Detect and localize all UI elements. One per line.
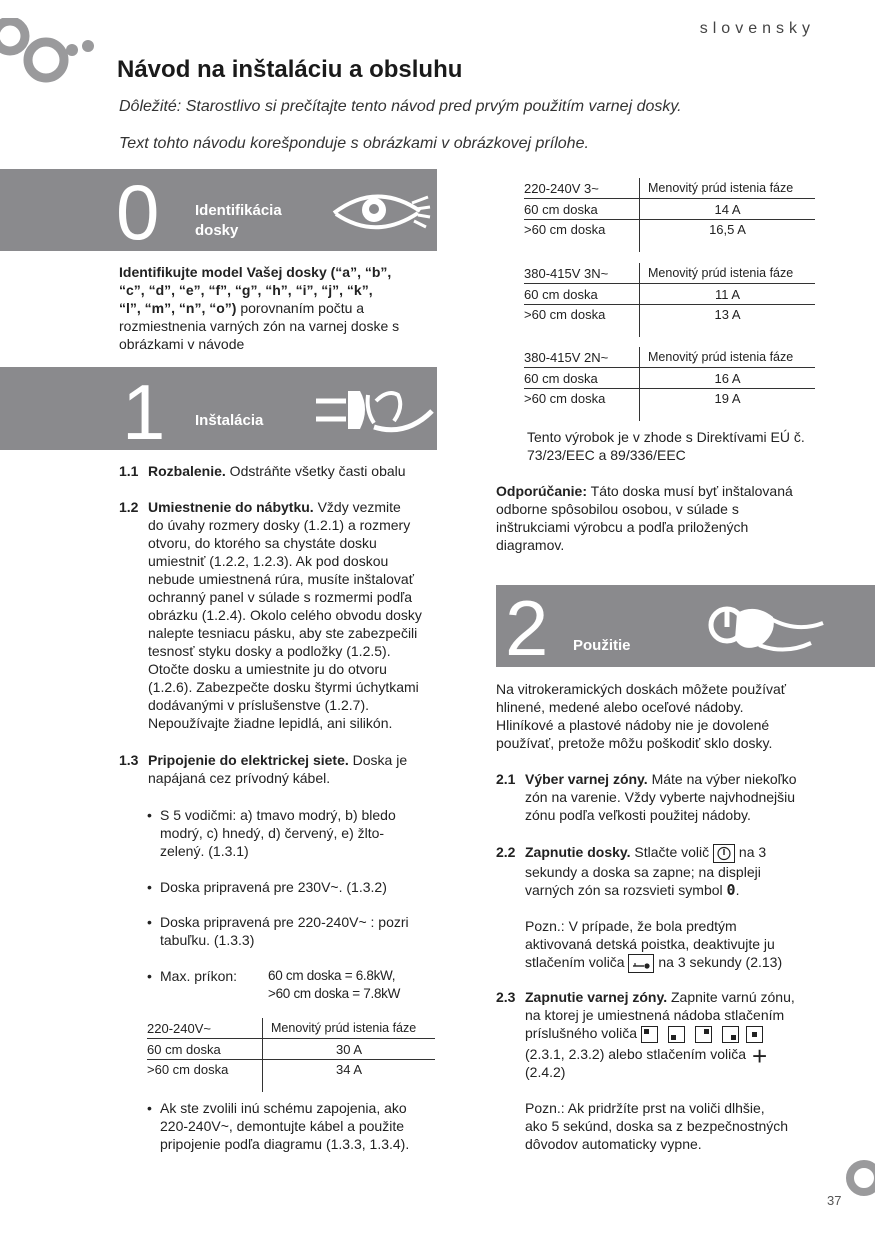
step-2-3-number: 2.3 <box>496 989 516 1005</box>
section-2-intro <box>496 680 826 752</box>
table-row <box>147 1039 435 1060</box>
step-1-1-number: 1.1 <box>119 463 139 479</box>
section-0-band <box>0 168 437 256</box>
recommendation-line: diagramov. <box>496 537 565 553</box>
table-column-header: Menovitý prúd istenia fáze <box>640 178 816 199</box>
table-header-row <box>524 178 815 199</box>
step-2-3-note-line: ako 5 sekúnd, doska sa z bezpečnostných <box>525 1117 789 1134</box>
bullet-line: pripojenie podľa diagramu (1.3.3, 1.3.4). <box>160 1136 410 1152</box>
table-header-row <box>524 263 815 284</box>
step-2-1-line: zón na varenie. Vždy vyberte najvhodnejšiu <box>525 789 796 805</box>
step-1-2 <box>119 498 439 738</box>
key-lock-button-icon[interactable] <box>628 954 654 973</box>
step-1-2-line: nebude umiestnená rúra, musíte inštalovať <box>148 571 414 587</box>
zone-button-top-left-icon[interactable] <box>641 1026 658 1043</box>
step-2-1-line: zónu podľa veľkosti použitej nádoby. <box>525 807 751 823</box>
bullet-line: Ak ste zvolili inú schému zapojenia, ako <box>160 1100 407 1116</box>
step-2-2-line3: varných zón sa rozsvieti symbol <box>525 881 727 898</box>
section-0-label-1: Identifikácia <box>195 202 282 219</box>
section-0-bold-2: “c”, “d”, “e”, “f”, “g”, “h”, “i”, “j”, “k”, <box>119 282 373 298</box>
bullet-line: 220-240V~, demontujte kábel a použite <box>160 1118 405 1134</box>
bullet-item <box>147 878 437 896</box>
step-2-3-line4: (2.3.1, 2.3.2) alebo stlačením voliča <box>525 1045 747 1062</box>
table-header-row <box>147 1018 435 1039</box>
table-cell: 19 A <box>640 389 816 422</box>
step-2-1 <box>496 770 826 824</box>
page-title: Návod na inštaláciu a obsluhu <box>117 56 463 83</box>
section-0-text <box>119 263 429 353</box>
section-2-intro-line: Hliníkové a plastové nádoby nie je dovolené <box>496 717 770 733</box>
zone-button-bottom-left-icon[interactable] <box>668 1026 685 1043</box>
step-1-2-number: 1.2 <box>119 499 139 515</box>
bullet-line: zelený. (1.3.1) <box>160 843 249 859</box>
display-zero-symbol: 0 <box>726 880 736 899</box>
step-2-2 <box>496 843 826 973</box>
max-power-over60: >60 cm doska = 7.8kW <box>268 986 401 1001</box>
table-cell: 11 A <box>640 284 816 305</box>
bullet-line: Doska pripravená pre 220-240V~ : pozri <box>160 914 409 930</box>
step-1-2-line: nalepte tesniacu pásku, aby ste zabezpečili <box>148 625 418 641</box>
table-row <box>524 199 815 220</box>
bullet-line: Doska pripravená pre 230V~. (1.3.2) <box>160 879 387 895</box>
directive-line: Tento výrobok je v zhode s Direktívami EÚ č. <box>527 429 805 445</box>
table-cell: >60 cm doska <box>147 1062 229 1077</box>
table-cell: 60 cm doska <box>524 284 640 305</box>
zone-button-top-right-icon[interactable] <box>695 1026 712 1043</box>
finger-press-icon <box>701 593 825 661</box>
section-2-label: Použitie <box>573 637 631 654</box>
bullet-item <box>147 806 437 862</box>
table-cell: 16,5 A <box>640 220 816 253</box>
bullet-icon: • <box>147 1100 152 1116</box>
table-cell: 16 A <box>640 368 816 389</box>
section-2-band <box>496 584 875 672</box>
section-0-bold-1: Identifikujte model Vašej dosky (“a”, “b”, <box>119 264 392 280</box>
step-2-2-title: Zapnutie dosky. <box>525 844 631 860</box>
step-2-2-text-a: Stlačte volič <box>630 844 714 860</box>
recommendation-line: odborne spôsobilou osobou, v súlade s <box>496 501 739 517</box>
step-2-3 <box>496 988 826 1152</box>
table-cell: >60 cm doska <box>524 307 606 322</box>
step-2-3-note-line: dôvodov automaticky vypne. <box>525 1135 702 1152</box>
step-2-2-note-line: aktivovaná detská poistka, deaktivujte ju <box>525 935 775 952</box>
table-cell: 30 A <box>263 1039 436 1060</box>
table-cell: 34 A <box>263 1060 436 1093</box>
step-1-2-line: ochranný panel v súlade s rozmermi podľa <box>148 589 412 605</box>
section-0-tail: porovnaním počtu a <box>236 300 365 316</box>
table-cell: >60 cm doska <box>524 222 606 237</box>
language-label: slovensky <box>699 20 815 37</box>
bullet-line: modrý, c) hnedý, d) červený, e) žlto- <box>160 825 385 841</box>
table-column-header: Menovitý prúd istenia fáze <box>263 1018 436 1039</box>
table-voltage: 220-240V~ <box>147 1018 263 1039</box>
current-table-220-240v-3 <box>524 178 815 252</box>
table-row <box>524 305 815 338</box>
intro-reference: Text tohto návodu korešponduje s obrázkami v obrázkovej prílohe. <box>119 135 589 152</box>
step-1-2-first: Vždy vezmite <box>313 499 401 515</box>
step-1-3-first: Doska je <box>348 752 408 768</box>
step-1-1 <box>119 462 439 480</box>
step-1-2-line: otvoru, do ktorého sa chystáte dosku <box>148 535 377 551</box>
step-2-3-line3: príslušného voliča <box>525 1025 638 1041</box>
plus-button-icon[interactable]: + <box>752 1040 768 1071</box>
table-cell: 14 A <box>640 199 816 220</box>
table-voltage: 220-240V 3~ <box>524 178 640 199</box>
section-2-intro-line: hlinené, medené alebo oceľové nádoby. <box>496 699 744 715</box>
step-2-3-line2: na ktorej je umiestnená nádoba stlačením <box>525 1007 785 1023</box>
recommendation-title: Odporúčanie: <box>496 483 588 499</box>
step-1-2-line: umiestniť (1.2.2, 1.2.3). Ak pod doskou <box>148 553 389 569</box>
section-1-label: Inštalácia <box>195 412 264 429</box>
section-2-intro-line: používať, pretože môžu poškodiť sklo dosky. <box>496 735 773 751</box>
max-power-60: 60 cm doska = 6.8kW, <box>268 968 396 983</box>
step-1-1-title: Rozbalenie. <box>148 463 226 479</box>
step-1-3-number: 1.3 <box>119 752 139 768</box>
bullet-item <box>147 913 437 949</box>
step-1-2-title: Umiestnenie do nábytku. <box>148 499 314 515</box>
table-cell: 13 A <box>640 305 816 338</box>
power-button-icon[interactable] <box>713 844 735 863</box>
section-2-number: 2 <box>505 584 549 672</box>
step-1-3 <box>119 751 439 791</box>
step-2-1-title: Výber varnej zóny. <box>525 771 648 787</box>
recommendation-line: inštrukciami výrobcu a podľa priložených <box>496 519 749 535</box>
table-cell: 60 cm doska <box>524 199 640 220</box>
step-2-2-line2: sekundy a doska sa zapne; na displeji <box>525 863 761 880</box>
current-table-220-240v <box>147 1018 435 1092</box>
step-2-3-note-line: Pozn.: Ak pridržíte prst na voliči dlhšie, <box>525 1099 765 1116</box>
bullet-line: tabuľku. (1.3.3) <box>160 932 255 948</box>
recommendation-first: Táto doska musí byť inštalovaná <box>587 483 793 499</box>
table-row <box>524 389 815 422</box>
brand-logo <box>0 18 100 98</box>
current-table-380-415v-2n <box>524 347 815 421</box>
bullet-item <box>147 1099 437 1155</box>
step-2-2-line3-end: . <box>735 881 740 898</box>
zone-button-bottom-right-icon[interactable] <box>722 1026 739 1043</box>
table-cell: >60 cm doska <box>524 391 606 406</box>
step-1-2-line: Nepoužívajte žiadne lepidlá, ani silikón. <box>148 715 393 731</box>
section-0-bold-3: “l”, “m”, “n”, “o”) <box>119 300 237 316</box>
section-0-number: 0 <box>116 168 160 256</box>
table-header-row <box>524 347 815 368</box>
step-1-2-line: dodávanými v príslušenstve (1.2.7). <box>148 697 369 713</box>
table-voltage: 380-415V 3N~ <box>524 263 640 284</box>
table-column-header: Menovitý prúd istenia fáze <box>640 347 816 368</box>
bullet-icon: • <box>147 807 152 823</box>
current-table-380-415v-3n <box>524 263 815 337</box>
section-1-band <box>0 367 437 456</box>
step-1-3-title: Pripojenie do elektrickej siete. <box>148 752 349 768</box>
eye-icon <box>328 183 432 239</box>
table-row <box>524 368 815 389</box>
plug-icon <box>308 381 434 443</box>
step-2-3-title: Zapnutie varnej zóny. <box>525 989 668 1005</box>
step-2-1-first: Máte na výber niekoľko <box>647 771 797 787</box>
footer-logo-circle <box>842 1158 875 1198</box>
intro-important: Dôležité: Starostlivo si prečítajte tento návod pred prvým použitím varnej dosky. <box>119 98 682 115</box>
max-power-label: Max. príkon: <box>160 968 238 984</box>
bullet-line: S 5 vodičmi: a) tmavo modrý, b) bledo <box>160 807 396 823</box>
section-1-number: 1 <box>122 368 166 456</box>
step-2-3-line5: (2.4.2) <box>525 1063 566 1080</box>
step-2-2-note-line: Pozn.: V prípade, že bola predtým <box>525 917 737 934</box>
step-1-2-line: tesnosť styku dosky a podložky (1.2.5). <box>148 643 391 659</box>
bullet-icon: • <box>147 914 152 930</box>
directive-note <box>527 428 827 464</box>
step-1-2-line: (1.2.6). Zabezpečte dosku štyrmi úchytkami <box>148 679 419 695</box>
section-2-intro-line: Na vitrokeramických doskách môžete používať <box>496 681 787 697</box>
step-2-3-first: Zapnite varnú zónu, <box>667 989 795 1005</box>
table-cell: 60 cm doska <box>147 1039 263 1060</box>
step-2-1-number: 2.1 <box>496 771 516 787</box>
bullet-item <box>147 967 437 1003</box>
table-row <box>524 284 815 305</box>
step-2-2-text-b: na 3 <box>735 844 767 860</box>
step-1-3-line2: napájaná cez prívodný kábel. <box>148 770 331 786</box>
section-0-label-2: dosky <box>195 222 239 239</box>
step-1-1-text: Odstráňte všetky časti obalu <box>225 463 406 479</box>
table-cell: 60 cm doska <box>524 368 640 389</box>
table-row <box>147 1060 435 1093</box>
section-0-rest-2: obrázkami v návode <box>119 336 245 352</box>
recommendation <box>496 482 826 554</box>
step-2-2-note-line: na 3 sekundy (2.13) <box>654 953 783 970</box>
step-2-2-number: 2.2 <box>496 844 516 860</box>
step-1-2-line: Otočte dosku a umiestnite ju do otvoru <box>148 661 387 677</box>
table-row <box>524 220 815 253</box>
bullet-icon: • <box>147 879 152 895</box>
step-1-2-line: do úvahy rozmery dosky (1.2.1) a rozmery <box>148 517 411 533</box>
directive-line: 73/23/EEC a 89/336/EEC <box>527 447 686 463</box>
page-number: 37 <box>827 1193 842 1208</box>
step-1-2-line: obrázku (1.2.4). Okolo celého obvodu dosky <box>148 607 422 623</box>
step-2-2-note-line: stlačením voliča <box>525 953 629 970</box>
table-column-header: Menovitý prúd istenia fáze <box>640 263 816 284</box>
section-0-rest-1: rozmiestnenia varných zón na varnej doske s <box>119 318 400 334</box>
bullet-icon: • <box>147 968 152 984</box>
table-voltage: 380-415V 2N~ <box>524 347 640 368</box>
